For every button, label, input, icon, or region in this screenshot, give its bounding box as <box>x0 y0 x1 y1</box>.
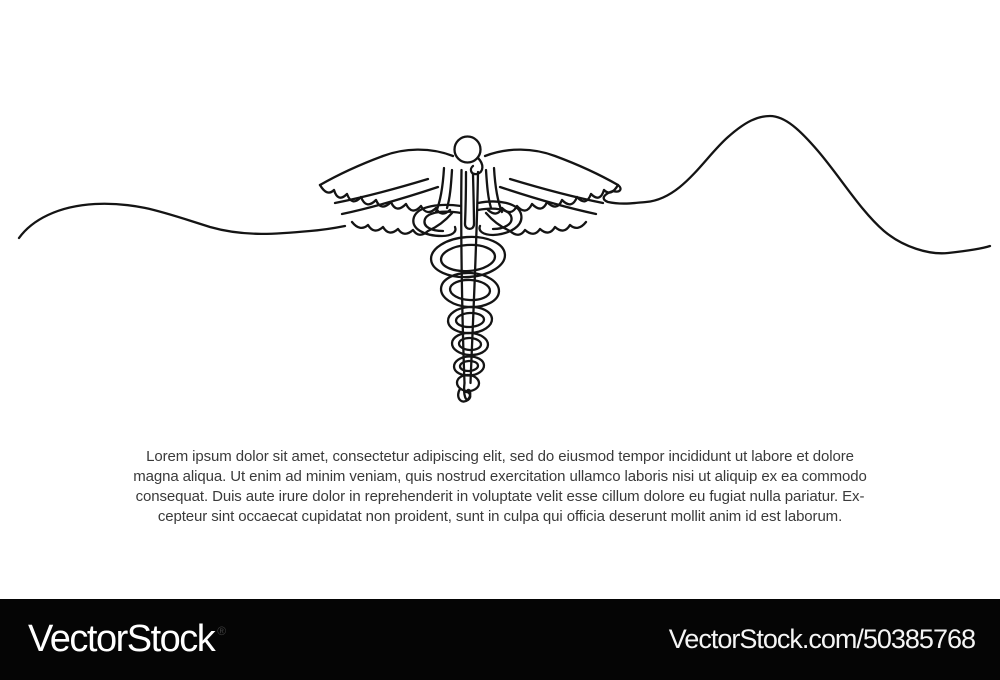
left-wing-top <box>320 150 453 185</box>
right-wing-inner-feather-1 <box>494 168 502 212</box>
coil-2-inner <box>450 279 491 301</box>
vectorstock-logo <box>28 618 226 661</box>
left-wave-line <box>19 204 345 238</box>
watermark-footer-bar <box>0 599 1000 680</box>
coil-5-inner <box>460 361 478 372</box>
registered-trademark-mark: ® <box>217 624 227 638</box>
left-wing-sweep-1 <box>335 179 428 203</box>
coil-1-inner <box>440 243 496 273</box>
caption-line-3: consequat. Duis aute irure dolor in reprehenderit in voluptate velit esse cillum dolore eu fugiat nulla pariatur. Ex- <box>135 488 865 505</box>
caption-line-1: Lorem ipsum dolor sit amet, consectetur adipiscing elit, sed do eiusmod tempor incididunt ut labore et dolore <box>146 448 854 465</box>
vectorstock-logo-text: VectorStock <box>28 618 215 660</box>
caption-line-2: magna aliqua. Ut enim ad minim veniam, quis nostrud exercitation ullamco laboris nisi ut aliquip ex ea commodo <box>133 468 867 485</box>
coil-3-outer <box>447 306 492 334</box>
right-wing-top <box>485 150 620 192</box>
left-wing-inner-feather-2 <box>447 170 452 208</box>
image-reference-text: VectorStock.com/50385768 <box>668 624 975 654</box>
right-wing-sweep-1 <box>510 179 603 203</box>
coil-4-outer <box>451 332 488 356</box>
caption-paragraph <box>0 447 1000 527</box>
coil-5-outer <box>454 356 485 377</box>
right-wing-feather-row-2 <box>486 213 586 235</box>
right-wave-line <box>604 116 990 253</box>
coil-3-inner <box>456 312 485 327</box>
caption-line-4: cepteur sint occaecat cupidatat non proident, sunt in culpa qui officia deserunt mollit anim id est laborum. <box>157 508 843 525</box>
staff-orb <box>455 137 481 163</box>
